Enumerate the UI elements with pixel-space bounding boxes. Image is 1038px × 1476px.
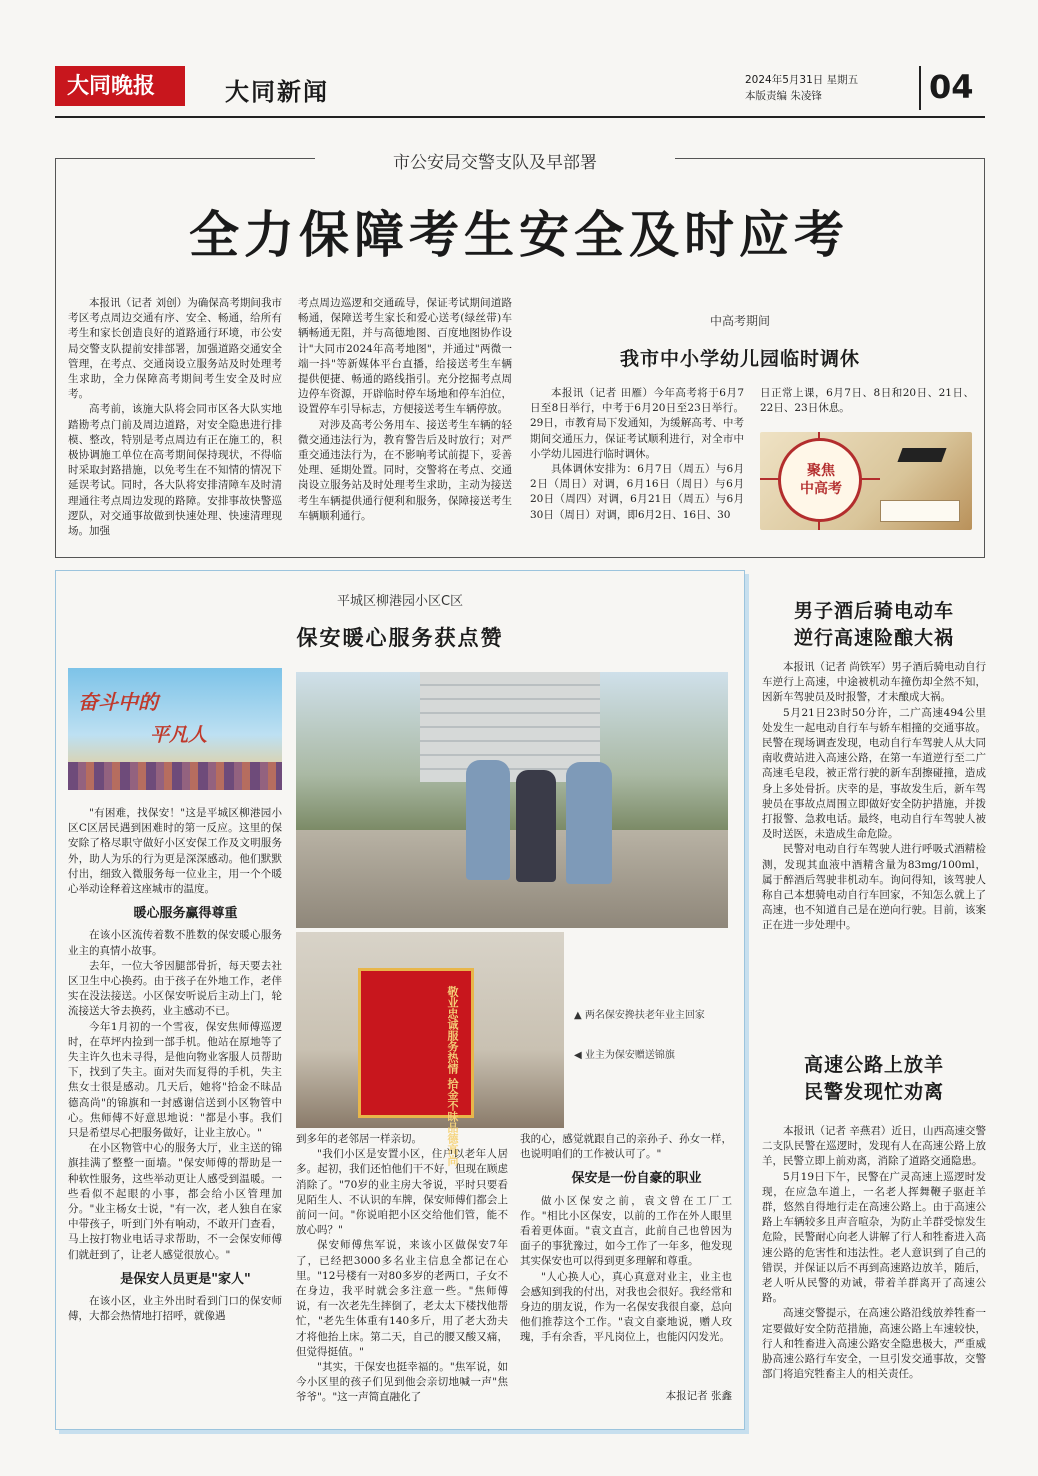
page-editor: 本版责编 朱凌锋 bbox=[745, 90, 822, 102]
feature-column-2 bbox=[296, 1132, 508, 1406]
paragraph: 在该小区，业主外出时看到门口的保安师傅，大都会热情地打招呼，就像遇 bbox=[68, 1295, 282, 1323]
pennant-text: 敬业忠诚服务热情 拾金不昧品德高尚 bbox=[446, 986, 459, 1166]
paragraph: 本报讯（记者 辛燕君）近日，山西高速交警二支队民警在巡逻时，发现有人在高速公路上放羊，民警立即上前劝离，消除了道路交通隐患。 bbox=[762, 1125, 986, 1168]
paragraph: "其实，干保安也挺幸福的。"焦军说，如今小区里的孩子们见到他会亲切地喊一声"焦爷爷"。"这一声简直融化了 bbox=[296, 1361, 508, 1404]
feature-column-1 bbox=[68, 806, 282, 1325]
banner-skyline bbox=[68, 762, 282, 790]
right-article-2-body bbox=[762, 1124, 986, 1382]
paragraph: 高考前，该施大队将会同市区各大队实地踏勘考点门前及周边道路，对安全隐患进行排模、整改，特别是考点周边有正在施工的，积极协调施工单位在高考期间保持现状，不得临时采取封路措施，以免考生在不知情的情况下延误考试。同时，各大队将安排清障车及时清理通往考点周边发现的路障。安排事故快警巡逻队，对交通事故做到快速处理、快速清理现场。加强 bbox=[68, 403, 282, 538]
inset-kicker: 中高考期间 bbox=[709, 314, 770, 328]
top-article-kicker: 市公安局交警支队及早部署 bbox=[315, 148, 675, 173]
paragraph: 本报讯（记者 尚铁军）男子酒后骑电动自行车逆行上高速，中途被机动车撞伤却全然不知，因新车驾驶员及时报警，才未酿成大祸。 bbox=[762, 661, 986, 704]
paragraph: "有困难，找保安！"这是平城区柳港园小区C区居民遇到困难时的第一反应。这里的保安除了格尽职守做好小区安保工作及文明服务外，助人为乐的行为更是深深感动。他们默默付出，细致入微服务每一位业主，用一个个暖心举动诠释着这座城市的温度。 bbox=[68, 807, 282, 896]
inset-column-1 bbox=[530, 386, 744, 523]
paragraph: 去年，一位大爷因腿部骨折，每天要去社区卫生中心换药。由于孩子在外地工作，老伴实在没法接送。小区保安听说后主动上门，轮流接送大爷去换药，业主感动不已。 bbox=[68, 959, 282, 1018]
paragraph: 在小区物管中心的服务大厅，业主送的锦旗挂满了整整一面墙。"保安师傅的帮助是一种软性服务，这些举动更让人感受到温暖。一些看似不起眼的小事，都会给小区管理加分。"业主杨女士说，"有一次，老人独自在家中带孩子，听到门外有响动，不敢开门查看，马上按打物业电话寻求帮助，不一会保安师傅们就赶到了，让老人感觉很放心。" bbox=[68, 1142, 282, 1261]
paragraph: 对涉及高考公务用车、接送考生车辆的轻微交通违法行为，教育警告后及时放行；对严重交通违法行为，在不影响考试前提下，妥善处理、延期处置。同时，交警将在考点、交通岗设立服务站及时处理考生求助，主动为接送考生车辆提供通行便利和服务，保障接送考生车辆顺利通行。 bbox=[298, 418, 512, 522]
section-title: 大同新闻 bbox=[225, 77, 329, 106]
page-number: 04 bbox=[929, 68, 974, 106]
paragraph: 保安师傅焦军说，来该小区做保安7年了，已经把3000多名业主信息全都记在心里。"12号楼有一对80多岁的老两口，子女不在身边，我平时就会多注意一些。"焦师傅说，有一次老先生摔倒了，老太太下楼找他帮忙，"老先生体重有140多斤，用了老大劲夫才将他抬上床。第二天，自己的腰又酸又痛，但觉得挺值。" bbox=[296, 1239, 508, 1358]
right-article-1-body bbox=[762, 660, 986, 934]
headline-line: 高速公路上放羊 bbox=[803, 1054, 944, 1076]
paragraph: 5月21日23时50分许，二广高速494公里处发生一起电动自行车与轿车相撞的交通事故。民警在现场调查发现，电动自行车驾驶人从大同南收费站进入高速公路，在第一车道逆行至二广高速毛皂段，被正常行驶的新车刮擦碰撞，造成身上多处骨折。庆幸的是，事故发生后，新车驾驶员在事故点周围立即做好安全防护措施，并拨打报警、急救电话。最终，电动自行车驾驶人被及时送医，未造成生命危险。 bbox=[762, 706, 986, 841]
top-article-column-1 bbox=[68, 296, 282, 539]
paragraph: 本报讯（记者 刘创）为确保高考期间我市考区考点周边交通有序、安全、畅通，给所有考生和家长创造良好的道路通行环境，市公安局交警支队提前安排部署，加强道路交通安全管理，在考点、交通岗设立服务站及时处理考生求助，全力保障高考期间考生安全及时应考。 bbox=[68, 297, 282, 401]
paragraph: 我的心，感觉就跟自己的亲孙子、孙女一样，也说明咱们的工作被认可了。" bbox=[520, 1133, 732, 1161]
paragraph: 高速交警提示，在高速公路沿线放养牲畜一定要做好安全防范措施，高速公路上车速较快，行人和牲畜进入高速公路安全隐患极大，严重威胁高速公路行车安全，一旦引发交通事故，交警部门将追究牲畜主人的相关责任。 bbox=[762, 1307, 986, 1381]
paragraph: 考点周边巡逻和交通疏导，保证考试期间道路畅通，保障送考生家长和爱心送考(绿丝带)车辆畅通无阻，并与高德地图、百度地图协作设计"大同市2024年高考地图"，并通过"两微一端一抖"等新媒体平台直播，给接送考生车辆提供便捷、畅通的路线指引。充分挖掘考点周边停车资源，开辟临时停车场地和停车泊位，设置停车引导标志，方便接送考生车辆停放。 bbox=[298, 297, 512, 416]
photo-figure bbox=[466, 760, 510, 880]
right-article-1-headline bbox=[760, 598, 988, 652]
top-article-column-2 bbox=[298, 296, 512, 524]
paragraph: 今年1月初的一个雪夜，保安焦师傅巡逻时，在草坪内捡到一部手机。他站在原地等了失主许久也未寻得，是他向物业客服人员帮助下，找到了失主。面对失而复得的手机，失主焦女士很是感动。几天后，她将"拾金不昧品德高尚"的锦旗和一封感谢信送到小区物管中心。焦师傅不好意思地说："都是小事。我们只是希望尽心把服务做好，让业主放心。" bbox=[68, 1020, 282, 1140]
paragraph: 5月19日下午，民警在广灵高速上巡逻时发现，在应急车道上，一名老人挥舞鞭子驱赶羊群，悠然自得地行走在高速公路上。由于高速公路上车辆较多且声音喧杂，为防止羊群受惊发生危险，民警耐心向老人讲解了行人和牲畜进入高速公路的危害性和违法性。老人意识到了自己的错误，并保证以后不再到高速路边放羊，随后，老人听从民警的劝诫，带着羊群离开了高速公路。 bbox=[762, 1170, 986, 1305]
paragraph: 民警对电动自行车驾驶人进行呼吸式酒精检测，发现其血液中酒精含量为83mg/100ml，属于醉酒后驾驶非机动车。询问得知，该驾驶人称自己本想骑电动自行车回家，不知怎么就上了高速，也不知道自己是在逆向行驶。目前，该案正在进一步处理中。 bbox=[762, 843, 986, 932]
headline-line: 民警发现忙劝离 bbox=[803, 1081, 944, 1103]
paragraph: "我们小区是安置小区，住户以老年人居多。起初，我们还怕他们干不好，但现在顾虑消除了。"70岁的业主房大爷说，平时只要看见陌生人、不认识的车牌，保安师傅们都会上前问一问。"你说咱把小区交给他们管，能不放心吗？" bbox=[296, 1148, 508, 1237]
subheading: 是保安人员更是"家人" bbox=[120, 1271, 251, 1287]
paragraph: "人心换人心，真心真意对业主，业主也会感知到我的付出，对我也会很好。我经常和身边的朋友说，作为一名保安我很自豪，总向他们推荐这个工作。"袁文自豪地说，赠人玫瑰，手有余香，平凡岗位上，也能闪闪发光。 bbox=[520, 1270, 732, 1344]
paragraph: 日正常上课，6月7日、8日和20日、21日、22日、23日休息。 bbox=[760, 387, 974, 415]
newspaper-logo: 大同晚报 bbox=[55, 66, 185, 106]
photo-caption: ◀ 业主为保安赠送锦旗 bbox=[574, 1050, 675, 1061]
paragraph: 做小区保安之前，袁文曾在工厂工作。"相比小区保安，以前的工作在外人眼里看着更体面。"袁文直言，此前自己也曾因为面子的事犹豫过，如今工作了一年多，他发现其实保安也可以得到更多理解和尊重。 bbox=[520, 1194, 732, 1268]
headline-line: 逆行高速险酿大祸 bbox=[793, 627, 954, 649]
inset-headline: 我市中小学幼儿园临时调休 bbox=[619, 348, 860, 370]
photo-caption: ▲ 两名保安搀扶老年业主回家 bbox=[574, 1010, 705, 1021]
focus-label-line: 聚焦 bbox=[807, 463, 835, 479]
subheading: 暖心服务赢得尊重 bbox=[133, 906, 238, 922]
focus-label bbox=[792, 462, 850, 498]
photo-figure bbox=[516, 770, 556, 882]
page-number-divider bbox=[919, 66, 921, 110]
paragraph: 在该小区流传着数不胜数的保安暖心服务业主的真情小故事。 bbox=[68, 929, 282, 957]
open-book-icon bbox=[880, 500, 960, 522]
date-block bbox=[745, 72, 858, 104]
graduation-cap-icon bbox=[897, 448, 946, 462]
focus-label-line: 中高考 bbox=[800, 481, 842, 497]
inset-column-2 bbox=[760, 386, 974, 416]
photo-figure bbox=[566, 762, 612, 884]
feature-column-3 bbox=[520, 1132, 732, 1346]
banner-title-line: 平凡人 bbox=[150, 724, 208, 746]
issue-date: 2024年5月31日 星期五 bbox=[745, 74, 859, 86]
paragraph: 本报讯（记者 田雁）今年高考将于6月7日至8日举行，中考于6月20日至23日举行。29日，市教育局下发通知，为缓解高考、中考期间交通压力，保证考试顺利进行，对全市中小学幼儿园进行临时调休。 bbox=[530, 387, 744, 460]
headline-line: 男子酒后骑电动车 bbox=[793, 600, 954, 622]
paragraph: 到多年的老邻居一样亲切。 bbox=[296, 1133, 422, 1145]
feature-kicker: 平城区柳港园小区C区 bbox=[336, 594, 464, 609]
subheading: 保安是一份自豪的职业 bbox=[571, 1171, 702, 1187]
photo-ground bbox=[296, 830, 728, 928]
byline: 本报记者 张鑫 bbox=[665, 1390, 732, 1402]
banner-title-line: 奋斗中的 bbox=[78, 690, 158, 714]
top-article-headline: 全力保障考生安全及时应考 bbox=[189, 206, 849, 264]
masthead bbox=[55, 58, 985, 118]
right-article-2-headline bbox=[760, 1052, 988, 1106]
paragraph: 具体调休安排为：6月7日（周五）与6月2日（周日）对调，6月16日（周日）与6月20日（周四）对调，6月21日（周五）与6月30日（周日）对调，即6月2日、16日、30 bbox=[530, 463, 744, 521]
feature-headline: 保安暖心服务获点赞 bbox=[296, 626, 504, 650]
